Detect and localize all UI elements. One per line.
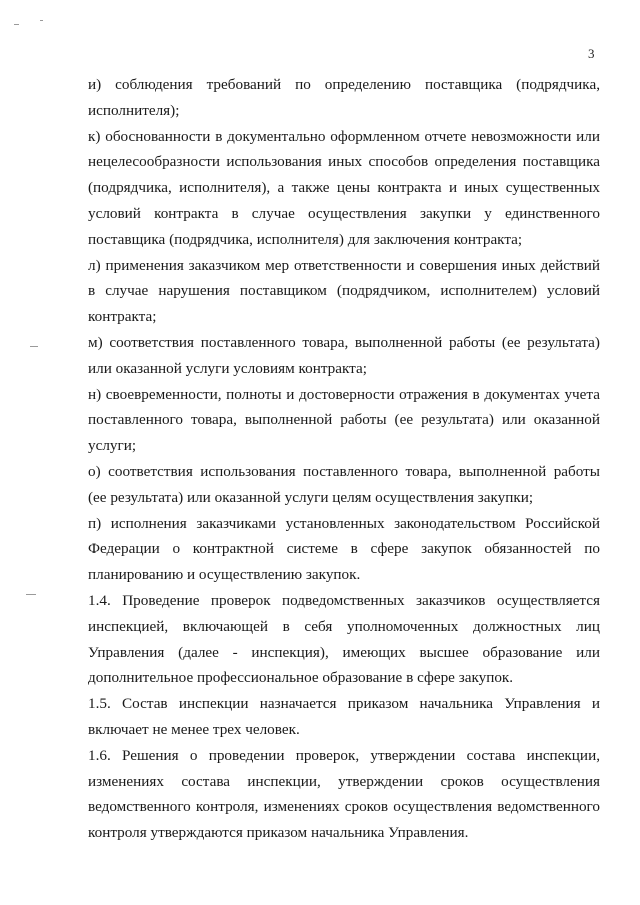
paragraph-m: м) соответствия поставленного товара, выполненной работы (ее результата) или оказанной услуги условиям контракта; (88, 333, 600, 377)
paragraph-o: о) соответствия использования поставленного товара, выполненной работы (ее результата) или оказанной услуги целям осуществления закупки; (88, 462, 600, 506)
paragraph-k: к) обоснованности в документально оформленном отчете невозможности или нецелесообразности использования иных способов определения поставщика (подрядчика, исполнителя), а также цены контракта и иных существенных условий контракта в случае осуществления закупки у единственного поставщика (подрядчика, исполнителя) для заключения контракта; (88, 127, 600, 248)
scan-artifact (14, 24, 19, 25)
clause-1-6: 1.6. Решения о проведении проверок, утверждении состава инспекции, изменениях состава инспекции, утверждении сроков осуществления ведомственного контроля, изменениях сроков осуществления ведомственного контроля утверждаются приказом начальника Управления. (88, 746, 600, 842)
scan-artifact (26, 594, 36, 595)
scan-artifact (40, 20, 43, 21)
clause-1-4: 1.4. Проведение проверок подведомственных заказчиков осуществляется инспекцией, включающей в себя уполномоченных должностных лиц Управления (далее - инспекция), имеющих высшее образование или дополнительное профессиональное образование в сфере закупок. (88, 591, 600, 687)
paragraph-n: н) своевременности, полноты и достоверности отражения в документах учета поставленного товара, выполненной работы (ее результата) или оказанной услуги; (88, 385, 600, 455)
page-number: 3 (588, 46, 595, 61)
document-body (88, 72, 600, 846)
paragraph-l: л) применения заказчиком мер ответственности и совершения иных действий в случае нарушения поставщиком (подрядчиком, исполнителем) условий контракта; (88, 256, 600, 326)
paragraph-i: и) соблюдения требований по определению поставщика (подрядчика, исполнителя); (88, 76, 600, 119)
clause-1-5: 1.5. Состав инспекции назначается приказом начальника Управления и включает не менее трех человек. (88, 695, 600, 738)
paragraph-p: п) исполнения заказчиками установленных законодательством Российской Федерации о контрактной системе в сфере закупок обязанностей по планированию и осуществлению закупок. (88, 514, 600, 584)
scan-artifact (30, 346, 38, 347)
